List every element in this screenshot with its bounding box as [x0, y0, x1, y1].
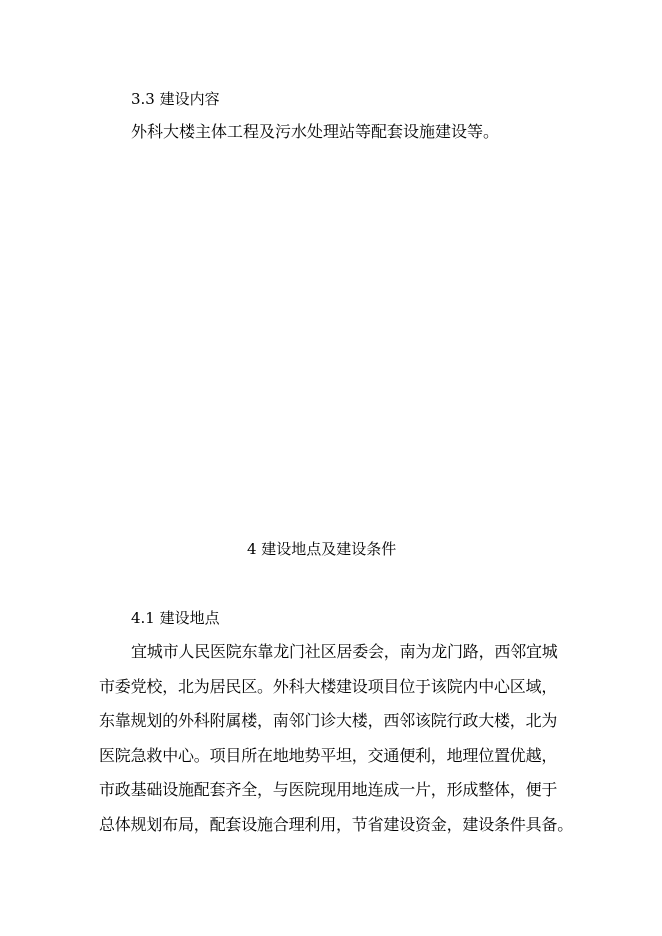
section-3-3-heading: 3.3 建设内容 — [131, 90, 220, 108]
chapter-4-title: 4 建设地点及建设条件 — [247, 540, 397, 558]
section-4-1-line: 宜城市人民医院东靠龙门社区居委会，南为龙门路，西邻宜城 — [131, 642, 558, 661]
section-4-1-line: 医院急救中心。项目所在地地势平坦，交通便利，地理位置优越， — [99, 746, 558, 765]
section-4-1-heading: 4.1 建设地点 — [131, 609, 220, 627]
section-3-3-body: 外科大楼主体工程及污水处理站等配套设施建设等。 — [131, 122, 500, 141]
section-4-1-line: 东靠规划的外科附属楼，南邻门诊大楼，西邻该院行政大楼，北为 — [99, 711, 558, 730]
section-4-1-line: 总体规划布局，配套设施合理利用，节省建设资金，建设条件具备。 — [99, 815, 574, 834]
section-4-1-line: 市委党校，北为居民区。外科大楼建设项目位于该院内中心区域， — [99, 677, 558, 696]
section-4-1-line: 市政基础设施配套齐全，与医院现用地连成一片，形成整体，便于 — [99, 780, 558, 799]
